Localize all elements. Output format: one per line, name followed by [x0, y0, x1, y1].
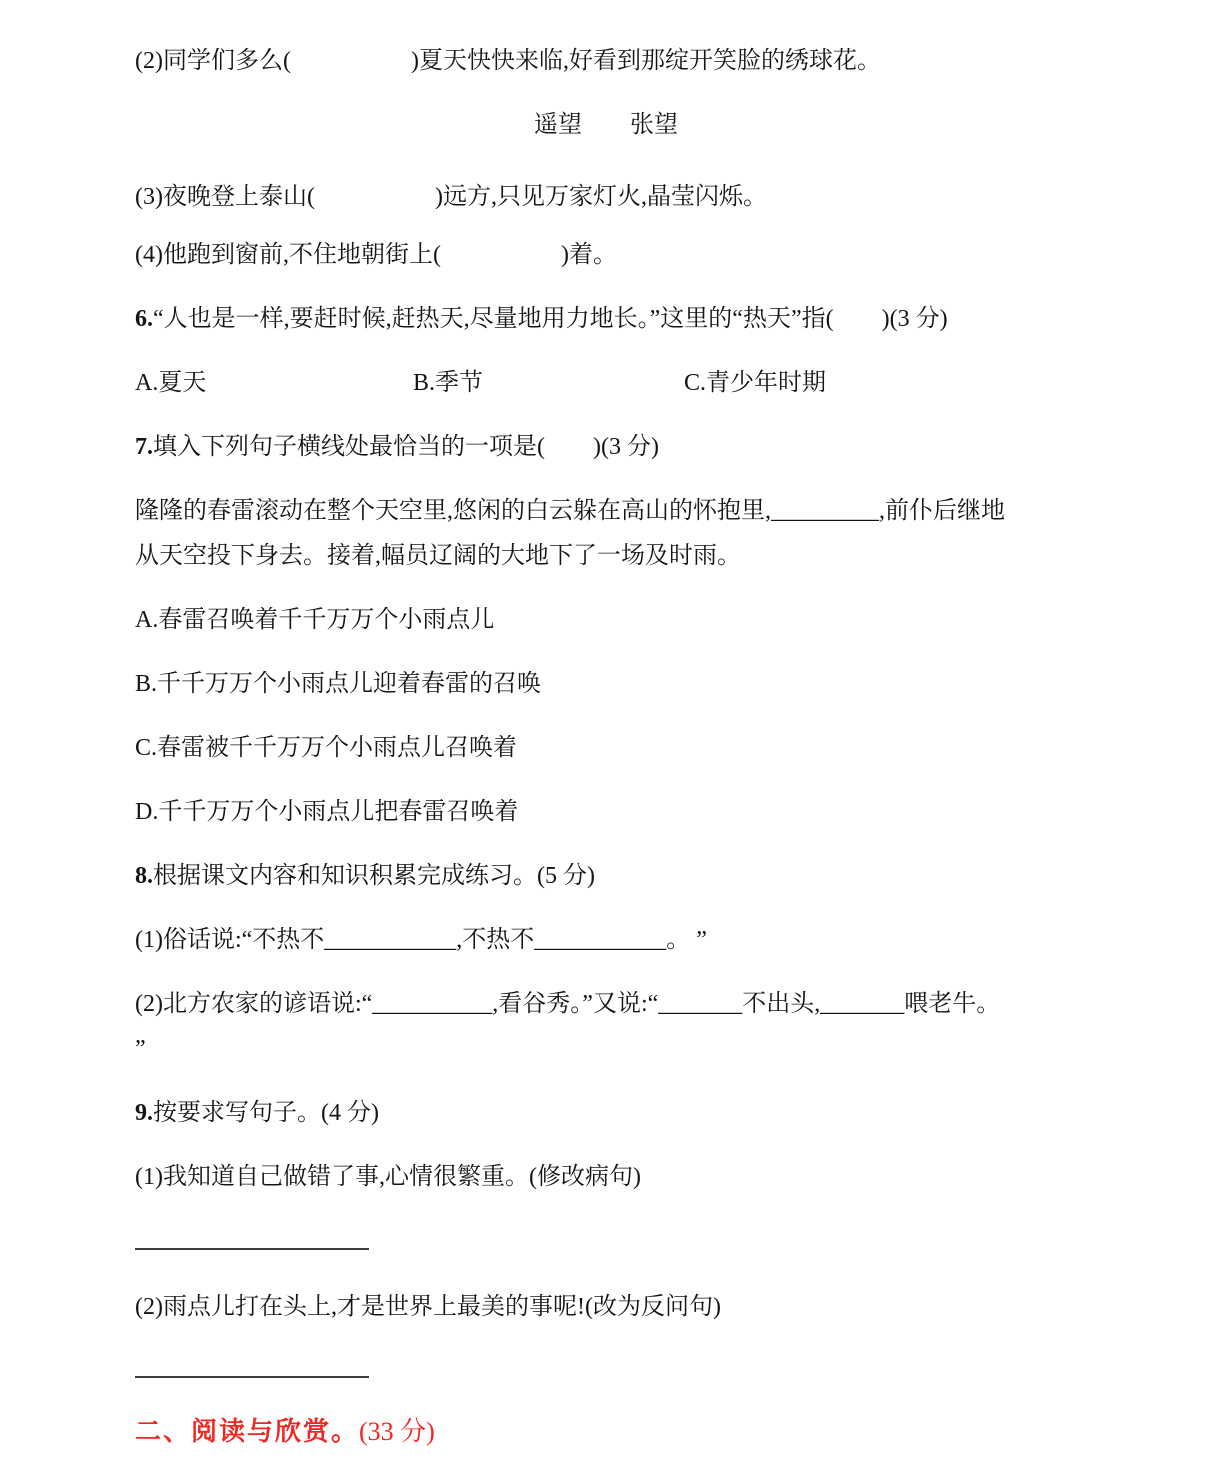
- q7-number: 7.: [135, 434, 153, 460]
- q7-stem: [135, 432, 1149, 462]
- q9-score: (4 分): [321, 1100, 379, 1126]
- q9-number: 9.: [135, 1100, 153, 1126]
- q5-item-4: (4)他跑到窗前,不住地朝街上( )着。: [135, 242, 617, 268]
- section-2-score: (33 分): [359, 1417, 435, 1446]
- word-bank: 遥望 张望: [534, 112, 678, 138]
- q6-number: 6.: [135, 306, 153, 332]
- section-2-heading: [135, 1415, 1149, 1448]
- q9-sub-1: (1)我知道自己做错了事,心情很繁重。(修改病句): [135, 1164, 641, 1190]
- q6-stem: [135, 304, 1149, 334]
- q7-passage-line-1: 隆隆的春雷滚动在整个天空里,悠闲的白云躲在高山的怀抱里,_________,前仆后继地: [135, 498, 1005, 524]
- q5-item-3: (3)夜晚登上泰山( )远方,只见万家灯火,晶莹闪烁。: [135, 184, 767, 210]
- q7-score: (3 分): [600, 434, 659, 460]
- answer-blank-line: [135, 1248, 369, 1250]
- q9-stem: [135, 1098, 1149, 1128]
- q7-option-b: B.千千万万个小雨点儿迎着春雷的召唤: [135, 671, 542, 697]
- q9-sub-2: (2)雨点儿打在头上,才是世界上最美的事呢!(改为反问句): [135, 1294, 721, 1320]
- q7-passage-line-2: 从天空投下身去。接着,幅员辽阔的大地下了一场及时雨。: [135, 543, 741, 569]
- q8-sub-2-continuation: ”: [135, 1036, 146, 1062]
- q7-option-d: D.千千万万个小雨点儿把春雷召唤着: [135, 799, 519, 825]
- section-2-title: 二、阅读与欣赏。: [135, 1416, 360, 1446]
- q6-score: (3 分): [889, 306, 948, 332]
- q8-sub-1: (1)俗话说:“不热不___________,不热不___________。 ”: [135, 927, 707, 953]
- q6-stem-text: “人也是一样,要赶时候,赶热天,尽量地用力地长。”这里的“热天”指( ): [153, 306, 890, 332]
- q6-option-b: B.季节: [413, 370, 484, 396]
- q8-number: 8.: [135, 863, 153, 889]
- q6-options: [135, 368, 1149, 398]
- q7-option-c: C.春雷被千千万万个小雨点儿召唤着: [135, 735, 518, 761]
- answer-blank-line: [135, 1376, 369, 1378]
- q8-stem: [135, 861, 1149, 891]
- q8-score: (5 分): [537, 863, 595, 889]
- q5-item-2: (2)同学们多么( )夏天快快来临,好看到那绽开笑脸的绣球花。: [135, 48, 881, 74]
- q6-option-a: A.夏天: [135, 370, 207, 396]
- q9-stem-text: 按要求写句子。: [153, 1100, 321, 1126]
- q8-sub-2: (2)北方农家的谚语说:“__________,看谷秀。”又说:“_______不出头,_______喂老牛。: [135, 991, 1001, 1017]
- q6-option-c: C.青少年时期: [684, 370, 827, 396]
- q7-stem-text: 填入下列句子横线处最恰当的一项是( ): [153, 434, 601, 460]
- q7-option-a: A.春雷召唤着千千万万个小雨点儿: [135, 607, 495, 633]
- q8-stem-text: 根据课文内容和知识积累完成练习。: [153, 863, 537, 889]
